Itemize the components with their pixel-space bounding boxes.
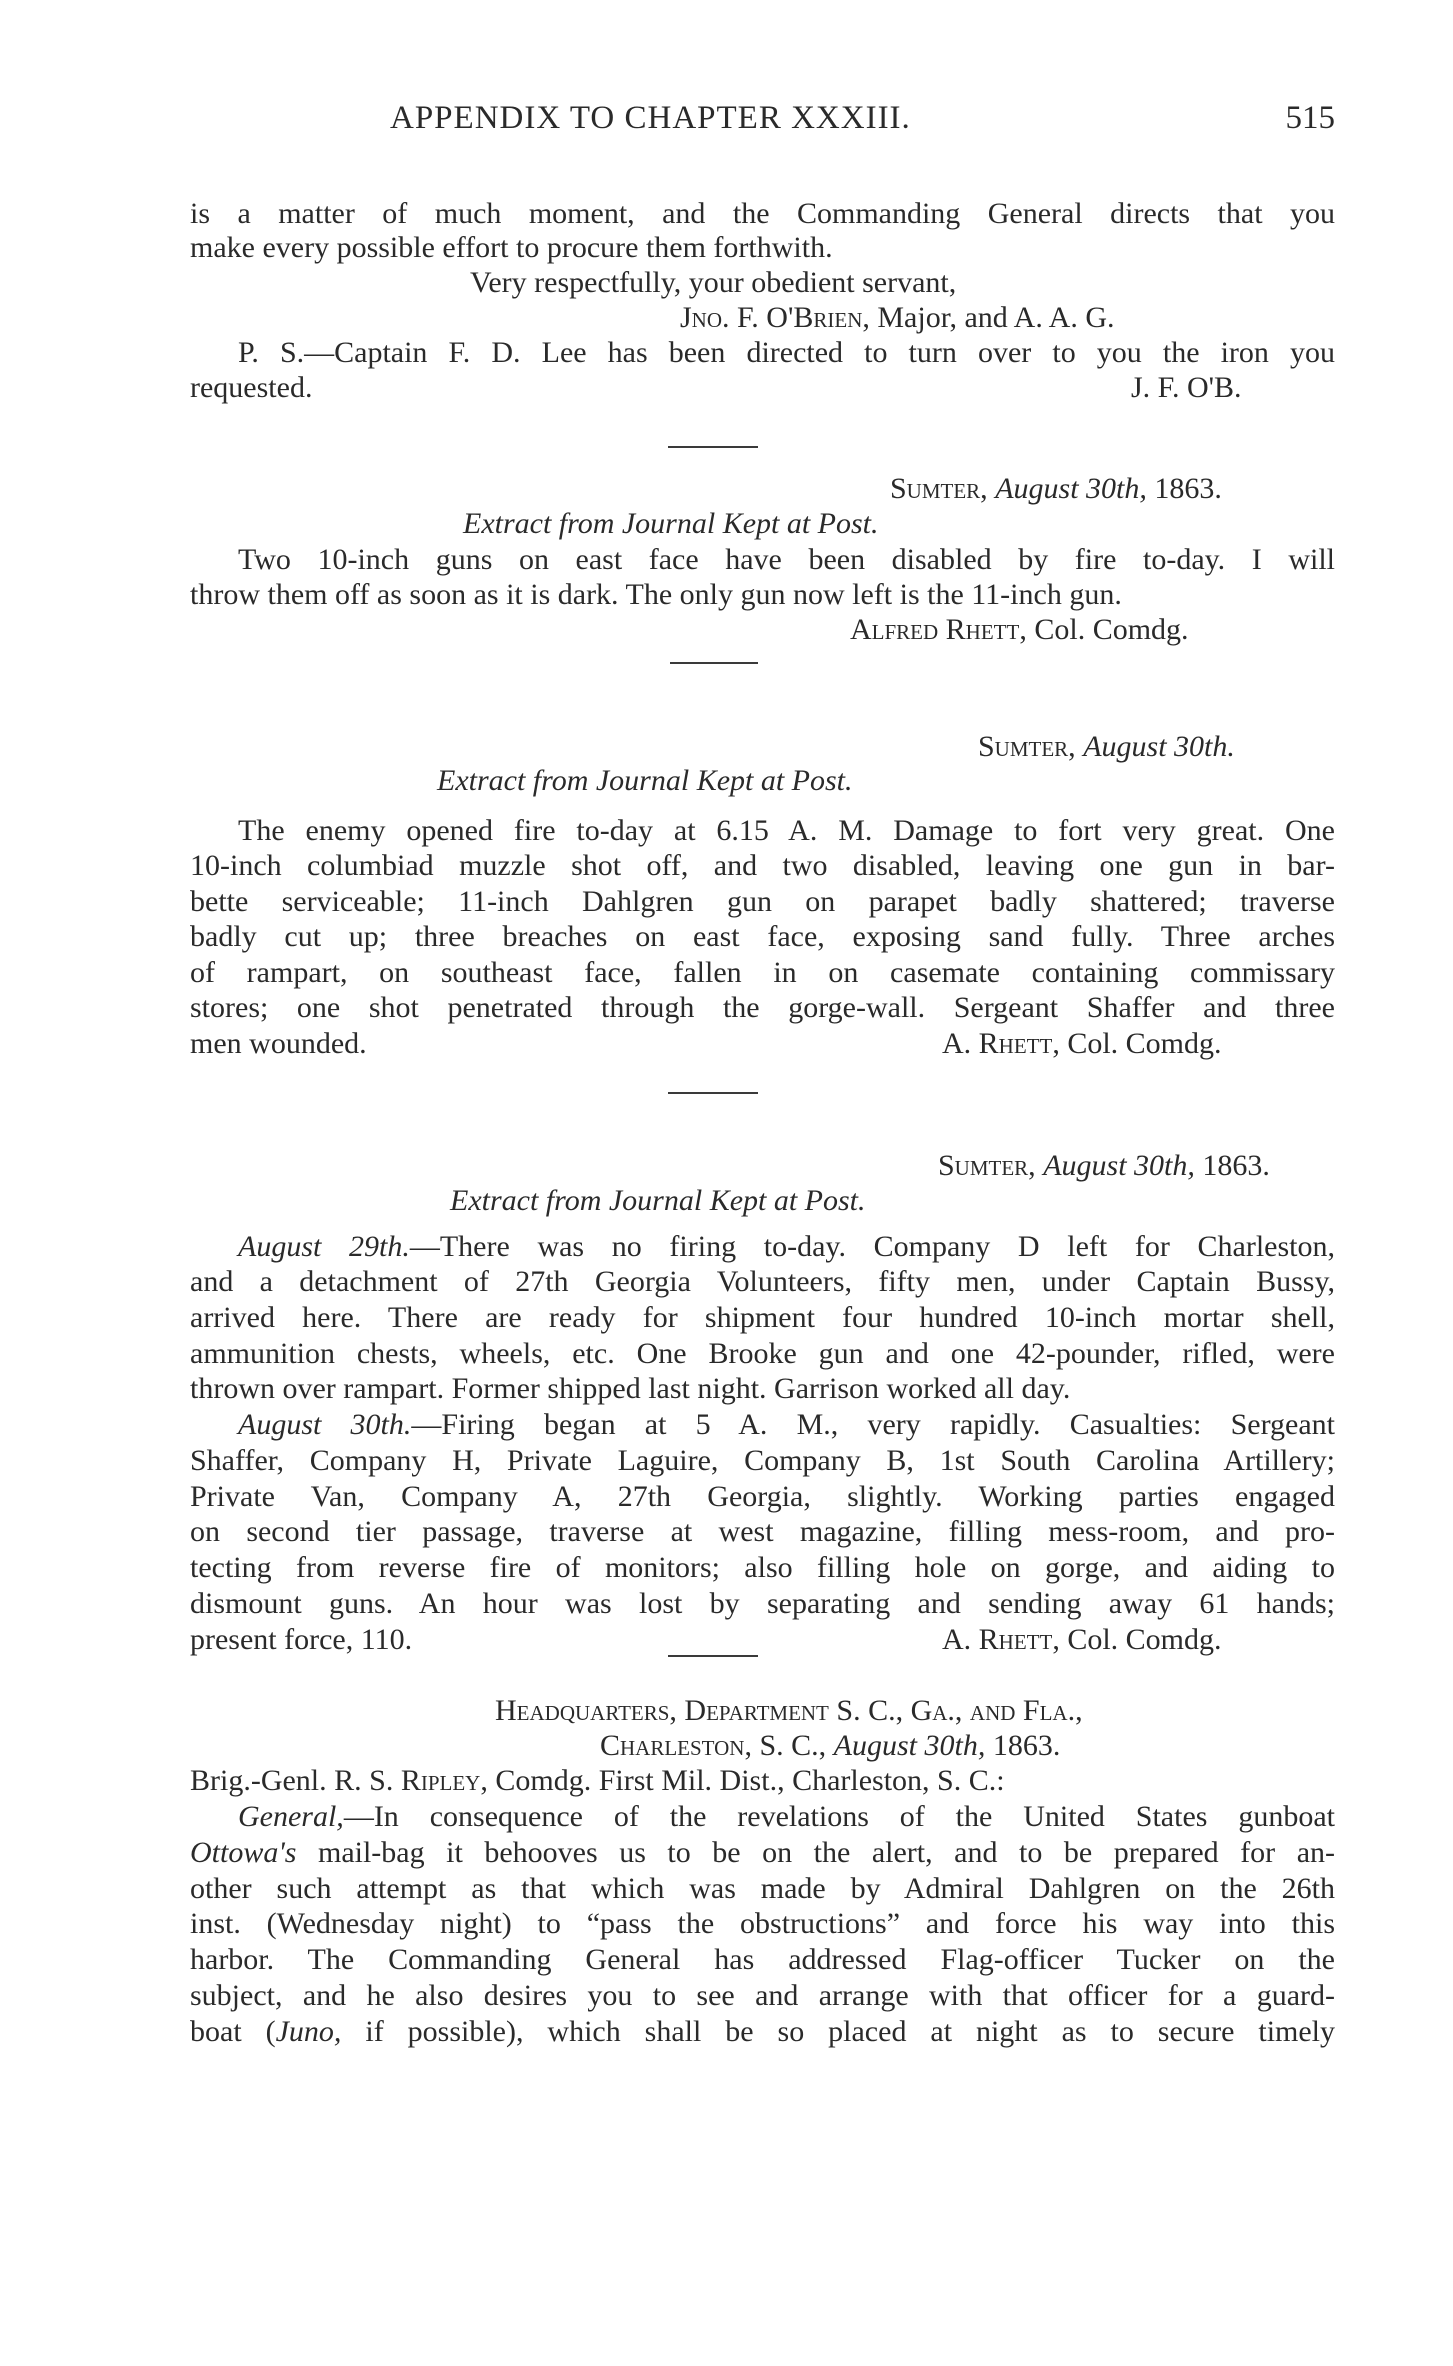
signature-title: Col. Comdg. (1034, 613, 1189, 646)
separator-rule (668, 1092, 758, 1094)
body-line: dismount guns. An hour was lost by separating and sending away 61 hands; (190, 1587, 1335, 1620)
body-line: throw them off as soon as it is dark. The only gun now left is the 11-inch gun. (190, 578, 1122, 611)
body-text: if possible), which shall be so placed at night as to secure timely (365, 2015, 1336, 2048)
body-line (238, 1229, 1335, 1265)
dateline-year: 1863. (1202, 1149, 1270, 1182)
signature (942, 1622, 1222, 1658)
signature (680, 300, 1115, 336)
entry-date: August 29th. (238, 1230, 410, 1263)
body-text: mail-bag it behooves us to be on the alert, and to be prepared for an- (317, 1836, 1336, 1869)
dateline (938, 1148, 1270, 1184)
body-line (190, 2014, 1335, 2050)
signature-title: Col. Comdg. (1067, 1623, 1222, 1656)
body-line: The enemy opened fire to-day at 6.15 A. M. Damage to fort very great. One (238, 814, 1335, 847)
body-line: badly cut up; three breaches on east face, exposing sand fully. Three arches (190, 920, 1335, 953)
postscript-line: P. S.—Captain F. D. Lee has been directed to turn over to you the iron you (238, 336, 1335, 369)
postscript-line: requested. (190, 371, 313, 404)
body-line: on second tier passage, traverse at west magazine, filling mess-room, and pro- (190, 1515, 1335, 1548)
signature (850, 612, 1189, 648)
body-line (238, 1407, 1335, 1443)
body-line: present force, 110. (190, 1623, 413, 1656)
signature (942, 1026, 1222, 1062)
addressee-line (190, 1763, 1005, 1799)
body-line: make every possible effort to procure them forthwith. (190, 231, 833, 264)
postscript-signature: J. F. O'B. (1131, 371, 1242, 404)
dateline (600, 1728, 1060, 1764)
page-number: 515 (1285, 100, 1335, 136)
body-text: —In consequence of the revelations of the United States gunboat (343, 1800, 1335, 1833)
entry-text: —There was no firing to-day. Company D left for Charleston, (409, 1230, 1336, 1263)
body-line: other such attempt as that which was made by Admiral Dahlgren on the 26th (190, 1872, 1335, 1905)
body-line: men wounded. (190, 1027, 367, 1060)
dateline-date: August 30th. (1083, 730, 1235, 763)
addressee-name: R. S. Ripley, (334, 1764, 488, 1797)
body-text: boat ( (190, 2015, 276, 2048)
boat-name: Juno, (275, 2015, 342, 2048)
body-line: ammunition chests, wheels, etc. One Brooke gun and one 42-pounder, rifled, were (190, 1337, 1335, 1370)
body-line: 10-inch columbiad muzzle shot off, and two disabled, leaving one gun in bar- (190, 849, 1335, 882)
body-line: thrown over rampart. Former shipped last night. Garrison worked all day. (190, 1372, 1071, 1405)
dateline-date: August 30th, (833, 1729, 986, 1762)
body-line: is a matter of much moment, and the Commanding General directs that you (190, 197, 1335, 230)
body-line: inst. (Wednesday night) to “pass the obstructions” and force his way into this (190, 1907, 1335, 1940)
signature-title: Col. Comdg. (1067, 1027, 1222, 1060)
entry-date: August 30th. (238, 1408, 412, 1441)
addressee-prefix: Brig.-Genl. (190, 1764, 327, 1797)
body-line: stores; one shot penetrated through the gorge-wall. Sergeant Shaffer and three (190, 991, 1335, 1024)
body-line: tecting from reverse fire of monitors; also filling hole on gorge, and aiding to (190, 1551, 1335, 1584)
separator-rule (668, 446, 758, 448)
addressee-rest: Comdg. First Mil. Dist., Charleston, S. C.: (495, 1764, 1005, 1797)
dateline-place: Charleston, S. C., (600, 1729, 827, 1762)
dateline-date: August 30th, (1043, 1149, 1195, 1182)
body-line: bette serviceable; 11-inch Dahlgren gun on parapet badly shattered; traverse (190, 885, 1335, 918)
dateline-year: 1863. (1154, 472, 1222, 505)
body-line: of rampart, on southeast face, fallen in on casemate containing commissary (190, 956, 1335, 989)
dateline-place: Sumter, (978, 730, 1076, 763)
header-title: APPENDIX TO CHAPTER XXXIII. (390, 100, 911, 136)
separator-rule (670, 662, 758, 664)
body-line: Shaffer, Company H, Private Laguire, Company B, 1st South Carolina Artillery; (190, 1444, 1335, 1477)
entry-text: —Firing began at 5 A. M., very rapidly. Casualties: Sergeant (411, 1408, 1336, 1441)
running-header (190, 100, 1335, 150)
dateline-year: 1863. (992, 1729, 1061, 1762)
body-line: and a detachment of 27th Georgia Volunteers, fifty men, under Captain Bussy, (190, 1265, 1335, 1298)
extract-heading: Extract from Journal Kept at Post. (450, 1184, 866, 1217)
extract-heading: Extract from Journal Kept at Post. (463, 507, 879, 540)
closing: Very respectfully, your obedient servant, (470, 266, 957, 299)
dateline (890, 471, 1222, 507)
signature-name: Alfred Rhett, (850, 613, 1027, 646)
body-line (238, 1799, 1335, 1835)
body-line: Two 10-inch guns on east face have been disabled by fire to-day. I will (238, 543, 1335, 576)
separator-rule (668, 1655, 758, 1657)
signature-name: A. Rhett, (942, 1027, 1060, 1060)
salutation: General, (238, 1800, 344, 1833)
dateline (978, 729, 1235, 765)
ship-name: Ottowa's (190, 1836, 297, 1869)
headquarters-line: Headquarters, Department S. C., Ga., and Fla., (495, 1694, 1083, 1727)
body-line (190, 1835, 1335, 1871)
dateline-place: Sumter, (938, 1149, 1036, 1182)
body-line: subject, and he also desires you to see and arrange with that officer for a guard- (190, 1979, 1335, 2012)
dateline-place: Sumter, (890, 472, 988, 505)
extract-heading: Extract from Journal Kept at Post. (437, 764, 853, 797)
body-line: harbor. The Commanding General has addressed Flag-officer Tucker on the (190, 1943, 1335, 1976)
signature-name: A. Rhett, (942, 1623, 1060, 1656)
body-line: Private Van, Company A, 27th Georgia, slightly. Working parties engaged (190, 1480, 1335, 1513)
signature-name: Jno. F. O'Brien, (680, 301, 870, 334)
dateline-date: August 30th, (995, 472, 1147, 505)
signature-title: Major, and A. A. G. (877, 301, 1115, 334)
body-line: arrived here. There are ready for shipment four hundred 10-inch mortar shell, (190, 1301, 1335, 1334)
